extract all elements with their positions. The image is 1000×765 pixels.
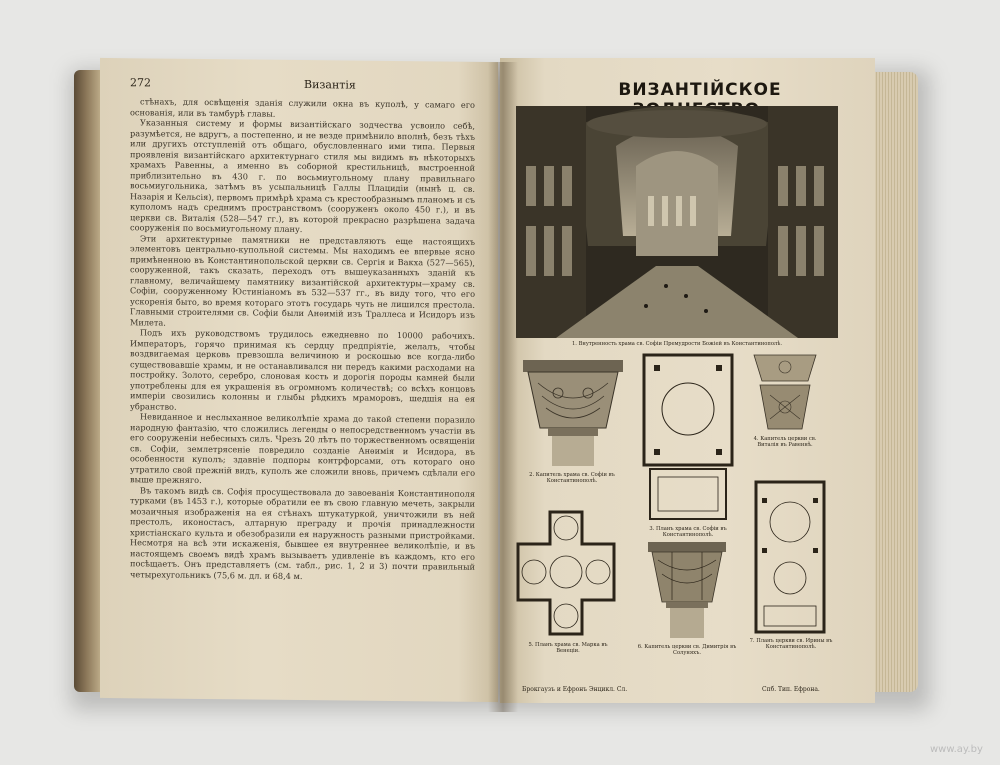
plan-hagia-sophia-figure bbox=[640, 353, 736, 523]
plate-footer-printer: Спб. Тип. Ефрона. bbox=[762, 686, 820, 693]
caption-fig6: 6. Капитель церкви св. Димитрія въ Солуняхъ. bbox=[637, 644, 737, 656]
caption-fig4: 4. Капитель церкви св. Виталія въ Равеннѣ. bbox=[753, 436, 817, 448]
plate-footer-publisher: Брокгаузъ и Ефронъ Энцикл. Сл. bbox=[522, 686, 628, 693]
paragraph: Невиданное и неслыханное великолѣпіе храма до такой степени поразило народную фантазію, что сложились легенды о непосредственномъ участіи въ его сооруженіи небесныхъ силъ. Чрезъ 20 лѣтъ по торжественномъ освященіи св. Софіи, землетрясеніе повредило созданіе Анѳимія и Исидора, въ особенности куполъ; здавніе подпоры контрфорсами, отъ котораго оно утратило свой прежній видъ, куполъ же сложили вновь, причемъ сдѣлали его выше прежняго. bbox=[130, 411, 475, 485]
plan-st-marks-figure bbox=[514, 508, 618, 638]
left-page-header bbox=[130, 76, 470, 96]
caption-fig7: 7. Планъ церкви св. Ирины въ Константинополѣ. bbox=[749, 638, 833, 650]
caption-fig2: 2. Капитель храма св. Софіи въ Константинополѣ. bbox=[529, 472, 615, 484]
paragraph: Эти архитектурные памятники не представляютъ еще настоящихъ элементовъ центрально-купольной системы. Мы находимъ ее впервые ясно примѣненною въ Константинопольской церкви св. Сергія и Вакха (527—565), сооруженной, такъ сказать, переходъ отъ вышеуказанныхъ зданій къ главному, величайшему памятнику византійской архитектуры—храму св. Софіи, сооруженному Юстиніаномъ въ 532—537 гг., въ виду того, что его ускоренія быто, во время котораго этотъ государь чуть не лишился престола. Главными строителями св. Софіи были Анѳимій изъ Траллеса и Исидоръ изъ Милета. bbox=[130, 232, 475, 328]
capital-st-demetrius-figure bbox=[642, 540, 732, 640]
paragraph: Указанныя систему и формы византійскаго зодчества усвоило себѣ, разумѣется, не вдругъ, а постепенно, и не везде примѣнило вполнѣ, безъ тѣхъ или другихъ отступленій отъ общаго, обусловленнаго ими типа. Первыя проявленія византійскаго архитектурнаго стиля мы видимъ въ нѣкоторыхъ храмахъ Равенны, а именно въ соборной крестильницѣ, выстроенной приблизительно въ 430 г. по восьмиугольному плану правильнаго восьмиугольника, затѣмъ въ усыпальницѣ Галлы Плацидіи (нынѣ ц. св. Назарія и Кельсія), первомъ примѣрѣ храма съ крестообразнымъ планомъ и съ куполомъ надъ среднимъ пространствомъ (сооруженъ около 450 г.), и въ церкви св. Виталія (528—547 гг.), въ которой прекрасно разрѣшена задача сооруженія по восьмиугольному плану. bbox=[130, 117, 475, 235]
caption-fig1: 1. Внутренность храма св. Софіи Премудрости Божіей въ Константинополѣ. bbox=[571, 341, 783, 347]
interior-engraving-svg bbox=[516, 106, 838, 338]
page-number: 272 bbox=[130, 76, 151, 90]
plate-title: ВИЗАНТІЙСКОЕ bbox=[618, 80, 782, 100]
caption-fig5: 5. Планъ храма св. Марка въ Венеціи. bbox=[528, 642, 608, 654]
paragraph: Въ такомъ видѣ св. Софія просуществовала до завоеванія Константинополя турками (въ 1453 г.), которые обратили ее въ свою главную мечеть, закрыли мозаичныя изображенія на ея стѣнахъ штукатуркой, уничтожили въ ней престолъ, иконостасъ, алтарную преграду и прочія принадлежности христіанскаго культа и обезобразили ея наружность разными пристройками. Несмотря на всѣ эти искаженія, бывшее ея внутреннее великолѣпіе, и въ настоящемъ своемъ видѣ храмъ вызываетъ удивленіе въ каждомъ, кто его посѣщаетъ. Онъ представляетъ (см. табл., рис. 1, 2 и 3) почти правильный четырехугольникъ (75,6 м. дл. и 68,4 м. bbox=[130, 484, 475, 581]
hagia-sophia-interior-engraving bbox=[516, 106, 838, 338]
paragraph: стѣнахъ, для освѣщенія зданія служили окна въ куполѣ, у самаго его основанія, или въ тамбурѣ главы. bbox=[130, 96, 475, 119]
capital-san-vitale-figure bbox=[750, 353, 820, 433]
left-page bbox=[100, 58, 498, 702]
running-head: Византія bbox=[304, 78, 356, 92]
watermark: www.ay.by bbox=[930, 744, 983, 755]
caption-fig3: 3. Планъ храма св. Софіи въ Константинополѣ. bbox=[649, 526, 727, 538]
right-page-plate bbox=[500, 58, 875, 703]
paragraph: Подъ ихъ руководствомъ трудилось ежедневно по 10000 рабочихъ. Императоръ, горячо принимая къ сердцу предпріятіе, желалъ, чтобы воздвигаемая церковь превзошла величиною и роскошью все когда-либо существовавшіе храмы, и не останавливался ни передъ какими расходами на постройку. Золото, серебро, слоновая кость и дорогія породы камней были употреблены для ея украшенія въ огромномъ количествѣ; со всѣхъ концовъ имперіи свозились колонны и глыбы рѣдкихъ мраморовъ, шедшія на ея убранство. bbox=[130, 327, 475, 412]
capital-hagia-sophia-figure bbox=[518, 358, 628, 468]
plan-st-irene-figure bbox=[752, 478, 828, 638]
book-page-edges-right bbox=[868, 72, 918, 692]
left-page-body bbox=[130, 96, 475, 695]
